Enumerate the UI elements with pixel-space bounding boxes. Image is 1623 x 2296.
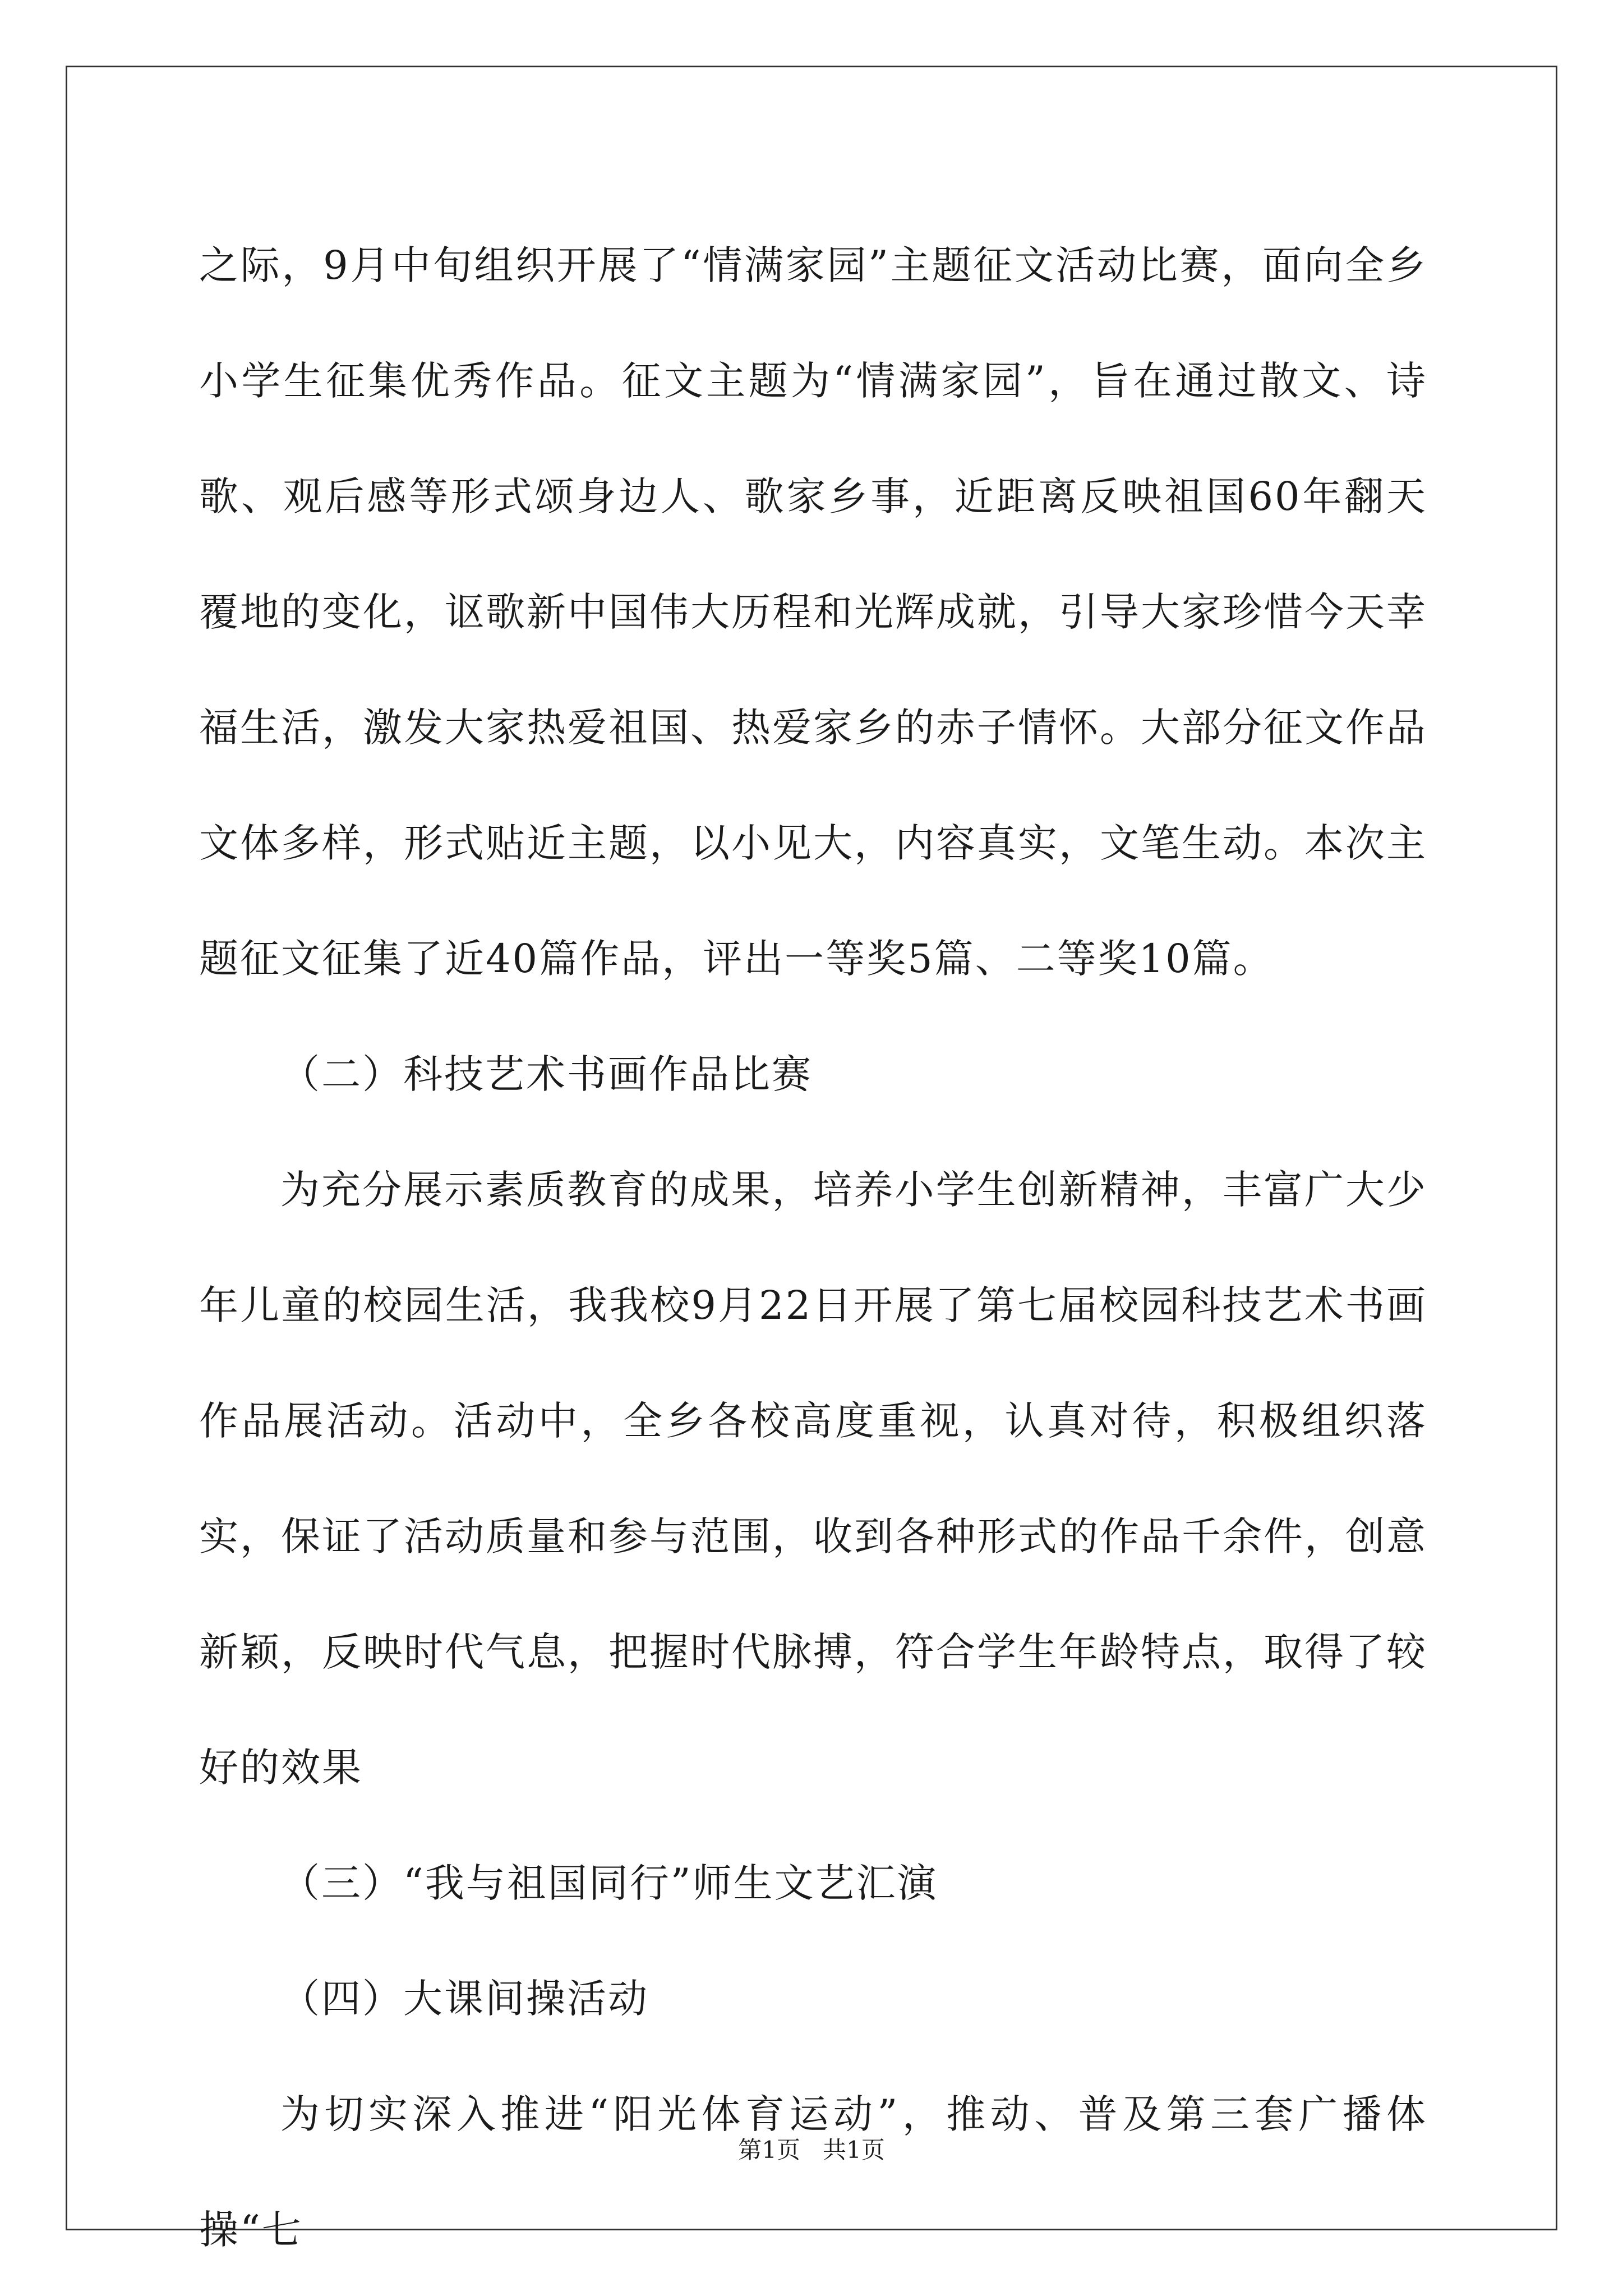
paragraph-essay-contest: 之际，9月中旬组织开展了“情满家园”主题征文活动比赛，面向全乡小学生征集优秀作品。征文主题为“情满家园”，旨在通过散文、诗歌、观后感等形式颂身边人、歌家乡事，近距离反映祖国60年翻天覆地的变化，讴歌新中国伟大历程和光辉成就，引导大家珍惜今天幸福生活，激发大家热爱祖国、热爱家乡的赤子情怀。大部分征文作品文体多样，形式贴近主题，以小见大，内容真实，文笔生动。本次主题征文征集了近40篇作品，评出一等奖5篇、二等奖10篇。 bbox=[199, 242, 1427, 982]
page-footer bbox=[0, 2132, 1623, 2165]
paragraph-art-contest: 为充分展示素质教育的成果，培养小学生创新精神，丰富广大少年儿童的校园生活，我我校9月22日开展了第七届校园科技艺术书画作品展活动。活动中，全乡各校高度重视，认真对待，积极组织落实，保证了活动质量和参与范围，收到各种形式的作品千余件，创意新颖，反映时代气息，把握时代脉搏，符合学生年龄特点，取得了较好的效果 bbox=[199, 1167, 1427, 1791]
paragraph-exercise: 为切实深入推进“阳光体育运动”，推动、普及第三套广播体操“七 bbox=[199, 2091, 1427, 2253]
section-heading-exercise: （四）大课间操活动 bbox=[280, 1976, 649, 2022]
page-total: 共1页 bbox=[823, 2136, 885, 2164]
section-heading-performance: （三）“我与祖国同行”师生文艺汇演 bbox=[280, 1860, 938, 1906]
section-heading-art-contest: （二）科技艺术书画作品比赛 bbox=[280, 1051, 813, 1097]
page-number: 第1页 bbox=[738, 2136, 800, 2164]
document-body bbox=[199, 208, 1427, 2288]
